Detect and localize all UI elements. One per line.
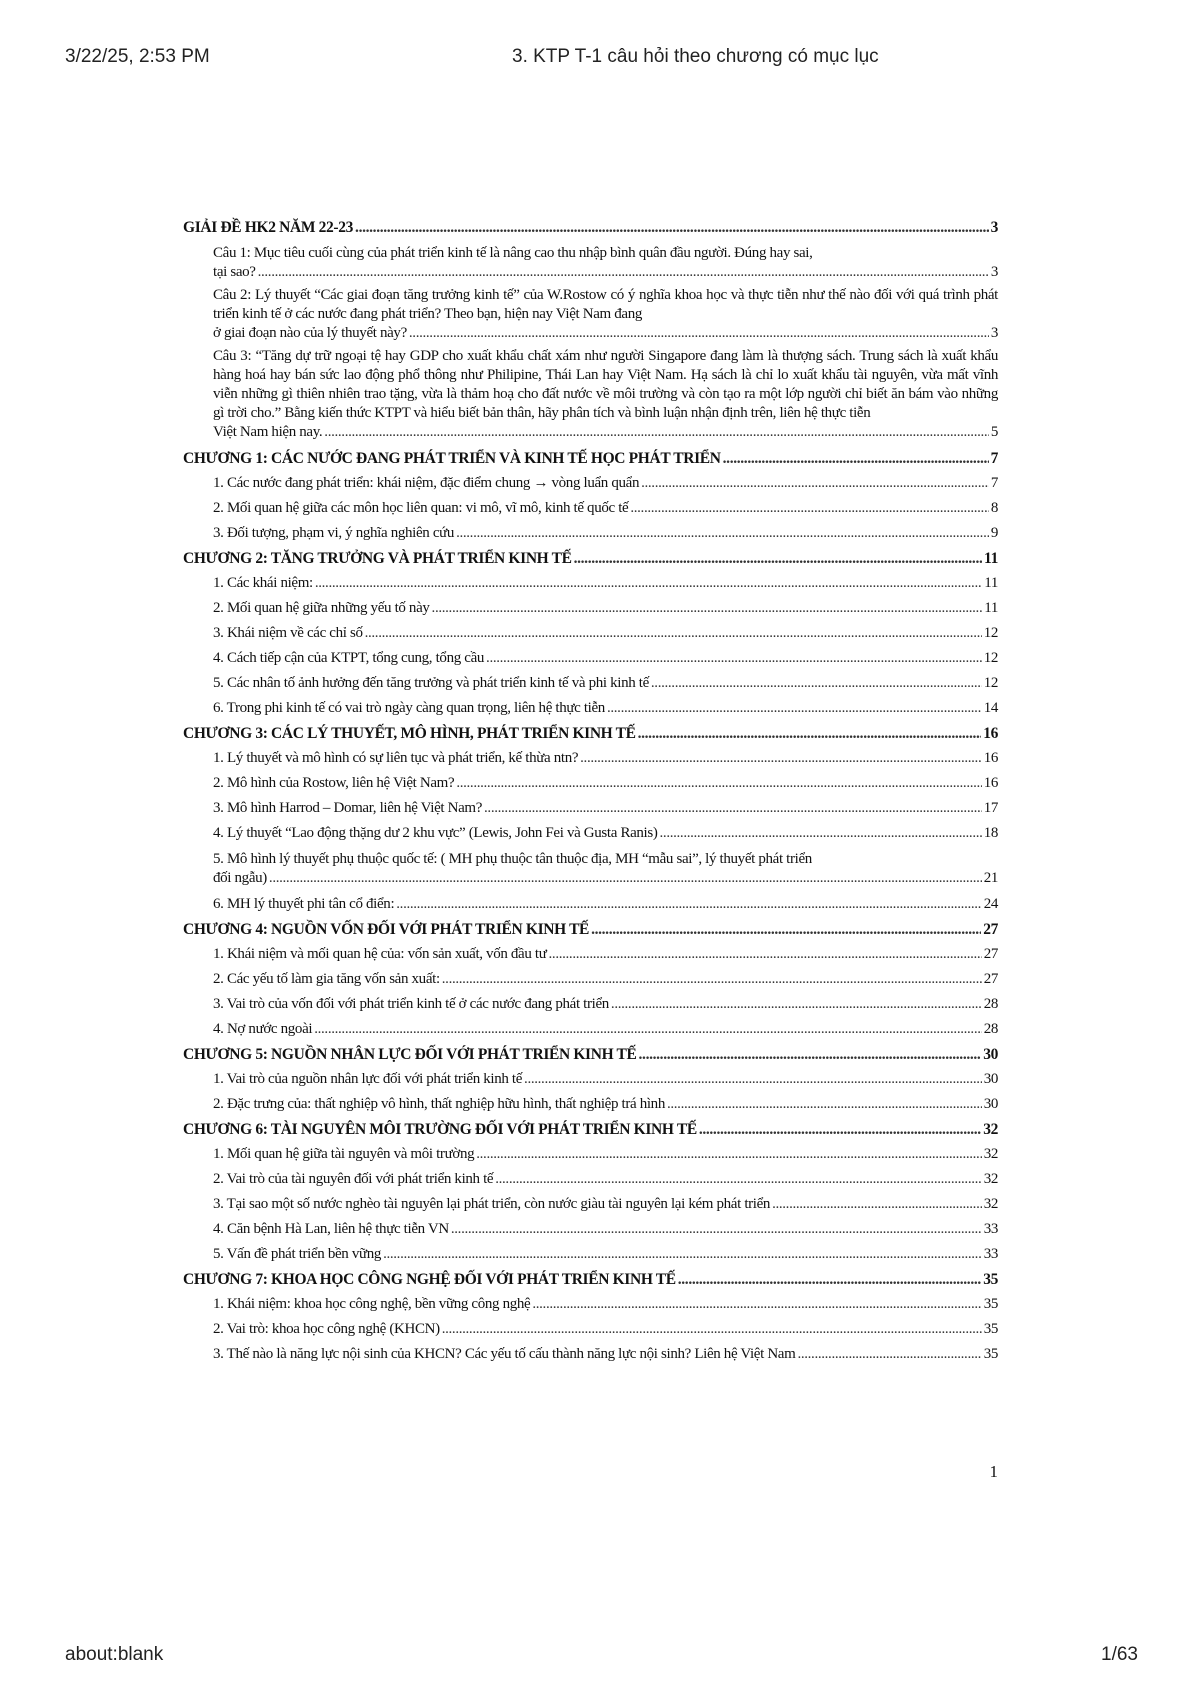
toc-page-number: 32 <box>983 1146 998 1162</box>
toc-entry-text: CHƯƠNG 2: TĂNG TRƯỞNG VÀ PHÁT TRIỂN KINH TẾ <box>183 550 572 567</box>
toc-entry-text: Câu 3: “Tăng dự trữ ngoại tệ hay GDP cho xuất khẩu chất xám như người Singapore đang làm là thượng sách. Trung sách là xuất khẩu hàng hoá hay bán sức lao động phổ thông như Philipine, Thái Lan hay Việt Nam. Hạ sách là chỉ lo xuất khẩu tài nguyên, vừa mất vĩnh viễn những gì thiên nhiên trao tặng, vừa là thảm hoạ cho đất nước về môi trường và còn tạo ra một lớp người chỉ biết ăn bám vào những gì trời cho.” Bằng kiến thức KTPT và hiểu biết bản thân, hãy phân tích và bình luận nhận định trên, liên hệ thực tiễn <box>213 348 998 421</box>
toc-entry-text: 2. Vai trò: khoa học công nghệ (KHCN) <box>213 1321 440 1337</box>
toc-page-number: 32 <box>983 1196 998 1212</box>
toc-page-number: 11 <box>984 600 998 616</box>
dot-leader <box>667 1095 982 1114</box>
toc-page-number: 28 <box>983 1021 998 1037</box>
dot-leader <box>456 774 981 793</box>
toc-entry-text: 4. Lý thuyết “Lao động thặng dư 2 khu vực” (Lewis, John Fei và Gusta Ranis) <box>213 825 658 841</box>
toc-entry-text-end: đối ngẫu) <box>213 870 267 886</box>
dot-leader <box>484 799 982 818</box>
dot-leader <box>638 724 982 743</box>
toc-page-number: 8 <box>990 500 998 516</box>
document-page-number: 1 <box>989 1462 998 1481</box>
toc-page-number: 33 <box>983 1221 998 1237</box>
toc-chapter-heading[interactable] <box>183 917 998 942</box>
dot-leader <box>476 1145 981 1164</box>
toc-chapter-heading[interactable] <box>183 721 998 746</box>
toc-page-number: 16 <box>983 775 998 791</box>
dot-leader <box>723 449 989 468</box>
toc-entry-text: 3. Thế nào là năng lực nội sinh của KHCN? Các yếu tố cấu thành năng lực nội sinh? Liên hệ Việt Nam <box>213 1346 796 1362</box>
toc-entry[interactable] <box>183 1217 998 1242</box>
toc-page-number: 30 <box>983 1071 998 1087</box>
dot-leader <box>486 649 982 668</box>
toc-entry[interactable] <box>183 1092 998 1117</box>
dot-leader <box>678 1270 981 1289</box>
toc-chapter-heading[interactable] <box>183 1267 998 1292</box>
toc-entry-text: 2. Mối quan hệ giữa các môn học liên quan: vi mô, vĩ mô, kinh tế quốc tế <box>213 500 629 516</box>
toc-entry-text: 2. Mối quan hệ giữa những yếu tố này <box>213 600 430 616</box>
toc-page-number: 28 <box>983 996 998 1012</box>
toc-entry-text: CHƯƠNG 5: NGUỒN NHÂN LỰC ĐỐI VỚI PHÁT TRIỂN KINH TẾ <box>183 1046 637 1063</box>
toc-entry-text: CHƯƠNG 6: TÀI NGUYÊN MÔI TRƯỜNG ĐỐI VỚI PHÁT TRIỂN KINH TẾ <box>183 1121 697 1138</box>
toc-entry[interactable] <box>183 796 998 821</box>
toc-entry[interactable] <box>183 1317 998 1342</box>
toc-entry-text: 2. Đặc trưng của: thất nghiệp vô hình, thất nghiệp hữu hình, thất nghiệp trá hình <box>213 1096 665 1112</box>
toc-entry-text: CHƯƠNG 3: CÁC LÝ THUYẾT, MÔ HÌNH, PHÁT TRIỂN KINH TẾ <box>183 725 636 742</box>
toc-entry-text: 3. Đối tượng, phạm vi, ý nghĩa nghiên cứu <box>213 525 455 541</box>
dot-leader <box>660 824 982 843</box>
dot-leader <box>432 599 983 618</box>
dot-leader <box>315 574 982 593</box>
toc-entry[interactable] <box>183 942 998 967</box>
toc-entry[interactable] <box>183 992 998 1017</box>
toc-entry[interactable] <box>183 496 998 521</box>
toc-entry[interactable] <box>183 1067 998 1092</box>
toc-entry[interactable] <box>183 471 998 496</box>
toc-entry-text: Câu 1: Mục tiêu cuối cùng của phát triển kinh tế là nâng cao thu nhập bình quân đầu người. Đúng hay sai, <box>213 245 813 261</box>
toc-entry[interactable] <box>183 1292 998 1317</box>
toc-page-number: 3 <box>990 264 998 280</box>
toc-entry-text: Câu 2: Lý thuyết “Các giai đoạn tăng trưởng kinh tế” của W.Rostow có ý nghĩa khoa học và thực tiễn như thế nào đối với quá trình phát triển kinh tế ở các nước đang phát triển? Theo bạn, hiện nay Việt Nam đang <box>213 287 998 322</box>
toc-entry-text: 6. Trong phi kinh tế có vai trò ngày càng quan trọng, liên hệ thực tiễn <box>213 700 605 716</box>
toc-entry[interactable] <box>183 1167 998 1192</box>
toc-page-number: 27 <box>983 971 998 987</box>
toc-entry-text: 1. Lý thuyết và mô hình có sự liên tục và phát triển, kế thừa ntn? <box>213 750 579 766</box>
toc-entry[interactable] <box>183 892 998 917</box>
toc-chapter-heading[interactable] <box>183 215 998 240</box>
toc-entry-text: 5. Mô hình lý thuyết phụ thuộc quốc tế: ( MH phụ thuộc tân thuộc địa, MH “mẫu sai”, lý thuyết phát triển <box>213 851 812 867</box>
toc-entry[interactable] <box>183 1142 998 1167</box>
toc-entry-text: 6. MH lý thuyết phi tân cổ điển: <box>213 896 395 912</box>
toc-page-number: 21 <box>983 870 998 886</box>
dot-leader <box>611 995 982 1014</box>
toc-page-number: 35 <box>983 1321 998 1337</box>
dot-leader <box>456 524 989 543</box>
toc-page-number: 5 <box>990 424 998 440</box>
dot-leader <box>324 423 989 442</box>
dot-leader <box>495 1170 981 1189</box>
toc-entry-text: 5. Vấn đề phát triển bền vững <box>213 1246 382 1262</box>
toc-entry-text: 1. Các khái niệm: <box>213 575 313 591</box>
dot-leader <box>396 895 981 914</box>
toc-entry-text: CHƯƠNG 7: KHOA HỌC CÔNG NGHỆ ĐỐI VỚI PHÁT TRIỂN KINH TẾ <box>183 1271 676 1288</box>
toc-page-number: 7 <box>990 450 998 467</box>
dot-leader <box>630 499 989 518</box>
toc-entry-text: 4. Cách tiếp cận của KTPT, tổng cung, tổng cầu <box>213 650 485 666</box>
toc-entry[interactable] <box>183 821 998 846</box>
toc-entry-text: 1. Vai trò của nguồn nhân lực đối với phát triển kinh tế <box>213 1071 523 1087</box>
toc-page-number: 14 <box>983 700 998 716</box>
dot-leader <box>607 699 982 718</box>
toc-entry-text: 2. Các yếu tố làm gia tăng vốn sản xuất: <box>213 971 440 987</box>
toc-chapter-heading[interactable] <box>183 1042 998 1067</box>
toc-entry[interactable] <box>183 244 998 282</box>
toc-entry-text: GIẢI ĐỀ HK2 NĂM 22-23 <box>183 219 354 236</box>
toc-entry-text: 3. Mô hình Harrod – Domar, liên hệ Việt Nam? <box>213 800 483 816</box>
toc-page-number: 11 <box>984 575 998 591</box>
dot-leader <box>639 1045 982 1064</box>
dot-leader <box>772 1195 982 1214</box>
toc-entry[interactable] <box>183 746 998 771</box>
toc-entry-text: CHƯƠNG 1: CÁC NƯỚC ĐANG PHÁT TRIỂN VÀ KINH TẾ HỌC PHÁT TRIỂN <box>183 450 721 467</box>
toc-entry[interactable] <box>183 1242 998 1267</box>
toc-page-number: 24 <box>983 896 998 912</box>
toc-page-number: 30 <box>983 1046 998 1063</box>
toc-entry[interactable] <box>183 521 998 546</box>
toc-entry[interactable] <box>183 671 998 696</box>
toc-entry[interactable] <box>183 696 998 721</box>
toc-entry-text: 4. Căn bệnh Hà Lan, liên hệ thực tiễn VN <box>213 1221 449 1237</box>
toc-page-number: 12 <box>983 650 998 666</box>
toc-page-number: 12 <box>983 675 998 691</box>
toc-entry-text: 5. Các nhân tố ảnh hưởng đến tăng trưởng và phát triển kinh tế và phi kinh tế <box>213 675 649 691</box>
toc-entry[interactable] <box>183 967 998 992</box>
dot-leader <box>269 869 982 888</box>
toc-entry-text: 2. Vai trò của tài nguyên đối với phát triển kinh tế <box>213 1171 494 1187</box>
toc-entry[interactable] <box>183 571 998 596</box>
footer-url: about:blank <box>65 1644 164 1665</box>
dot-leader <box>524 1070 982 1089</box>
toc-page-number: 27 <box>983 946 998 962</box>
dot-leader <box>580 749 982 768</box>
toc-page-number: 27 <box>983 921 998 938</box>
toc-entry[interactable] <box>183 646 998 671</box>
toc-page-number: 32 <box>983 1171 998 1187</box>
toc-page-number: 16 <box>983 750 998 766</box>
dot-leader <box>797 1345 981 1364</box>
dot-leader <box>442 970 982 989</box>
toc-entry-text: 1. Khái niệm và mối quan hệ của: vốn sản xuất, vốn đầu tư <box>213 946 547 962</box>
table-of-contents <box>183 215 998 1367</box>
toc-chapter-heading[interactable] <box>183 446 998 471</box>
dot-leader <box>365 624 982 643</box>
toc-page-number: 12 <box>983 625 998 641</box>
toc-entry-text: 3. Vai trò của vốn đối với phát triển kinh tế ở các nước đang phát triển <box>213 996 609 1012</box>
toc-entry-text: 3. Khái niệm về các chỉ số <box>213 625 363 641</box>
dot-leader <box>574 549 982 568</box>
document-title: 3. KTP T-1 câu hỏi theo chương có mục lục <box>512 46 879 67</box>
dot-leader <box>549 945 982 964</box>
toc-entry-text-end: tại sao? <box>213 264 256 280</box>
toc-entry[interactable] <box>183 347 998 442</box>
toc-page-number: 3 <box>990 325 998 341</box>
toc-page-number: 7 <box>990 475 998 491</box>
toc-page-number: 35 <box>983 1346 998 1362</box>
toc-entry[interactable] <box>183 286 998 343</box>
dot-leader <box>591 920 981 939</box>
toc-chapter-heading[interactable] <box>183 546 998 571</box>
toc-chapter-heading[interactable] <box>183 1117 998 1142</box>
print-date: 3/22/25, 2:53 PM <box>65 46 210 67</box>
toc-page-number: 32 <box>983 1121 998 1138</box>
toc-entry-text: 1. Khái niệm: khoa học công nghệ, bền vững công nghệ <box>213 1296 531 1312</box>
toc-page-number: 17 <box>983 800 998 816</box>
dot-leader <box>409 324 989 343</box>
dot-leader <box>451 1220 982 1239</box>
toc-entry-text-end: Việt Nam hiện nay. <box>213 424 323 440</box>
toc-page-number: 11 <box>984 550 998 567</box>
toc-page-number: 33 <box>983 1246 998 1262</box>
toc-entry[interactable] <box>183 850 998 888</box>
dot-leader <box>699 1120 981 1139</box>
toc-entry-text: 1. Mối quan hệ giữa tài nguyên và môi trường <box>213 1146 475 1162</box>
toc-entry[interactable] <box>183 1017 998 1042</box>
toc-page-number: 9 <box>990 525 998 541</box>
dot-leader <box>355 218 989 237</box>
toc-entry[interactable] <box>183 771 998 796</box>
toc-entry[interactable] <box>183 1192 998 1217</box>
toc-entry-text: 1. Các nước đang phát triển: khái niệm, đặc điểm chung → vòng luẩn quẩn <box>213 475 640 491</box>
toc-entry[interactable] <box>183 621 998 646</box>
toc-entry[interactable] <box>183 596 998 621</box>
dot-leader <box>641 474 989 493</box>
toc-page-number: 18 <box>983 825 998 841</box>
toc-page-number: 35 <box>983 1296 998 1312</box>
toc-page-number: 16 <box>983 725 998 742</box>
toc-page-number: 3 <box>990 219 998 236</box>
dot-leader <box>651 674 982 693</box>
toc-entry-text: CHƯƠNG 4: NGUỒN VỐN ĐỐI VỚI PHÁT TRIỂN KINH TẾ <box>183 921 590 938</box>
toc-entry-text: 4. Nợ nước ngoài <box>213 1021 313 1037</box>
toc-entry[interactable] <box>183 1342 998 1367</box>
toc-page-number: 35 <box>983 1271 998 1288</box>
toc-entry-text-end: ở giai đoạn nào của lý thuyết này? <box>213 325 407 341</box>
dot-leader <box>258 263 989 282</box>
dot-leader <box>532 1295 981 1314</box>
toc-page-number: 30 <box>983 1096 998 1112</box>
toc-entry-text: 3. Tại sao một số nước nghèo tài nguyên lại phát triển, còn nước giàu tài nguyên lại kém phát triển <box>213 1196 771 1212</box>
dot-leader <box>442 1320 982 1339</box>
toc-entry-text: 2. Mô hình của Rostow, liên hệ Việt Nam? <box>213 775 455 791</box>
dot-leader <box>383 1245 982 1264</box>
dot-leader <box>314 1020 981 1039</box>
footer-page-count: 1/63 <box>1101 1644 1138 1665</box>
